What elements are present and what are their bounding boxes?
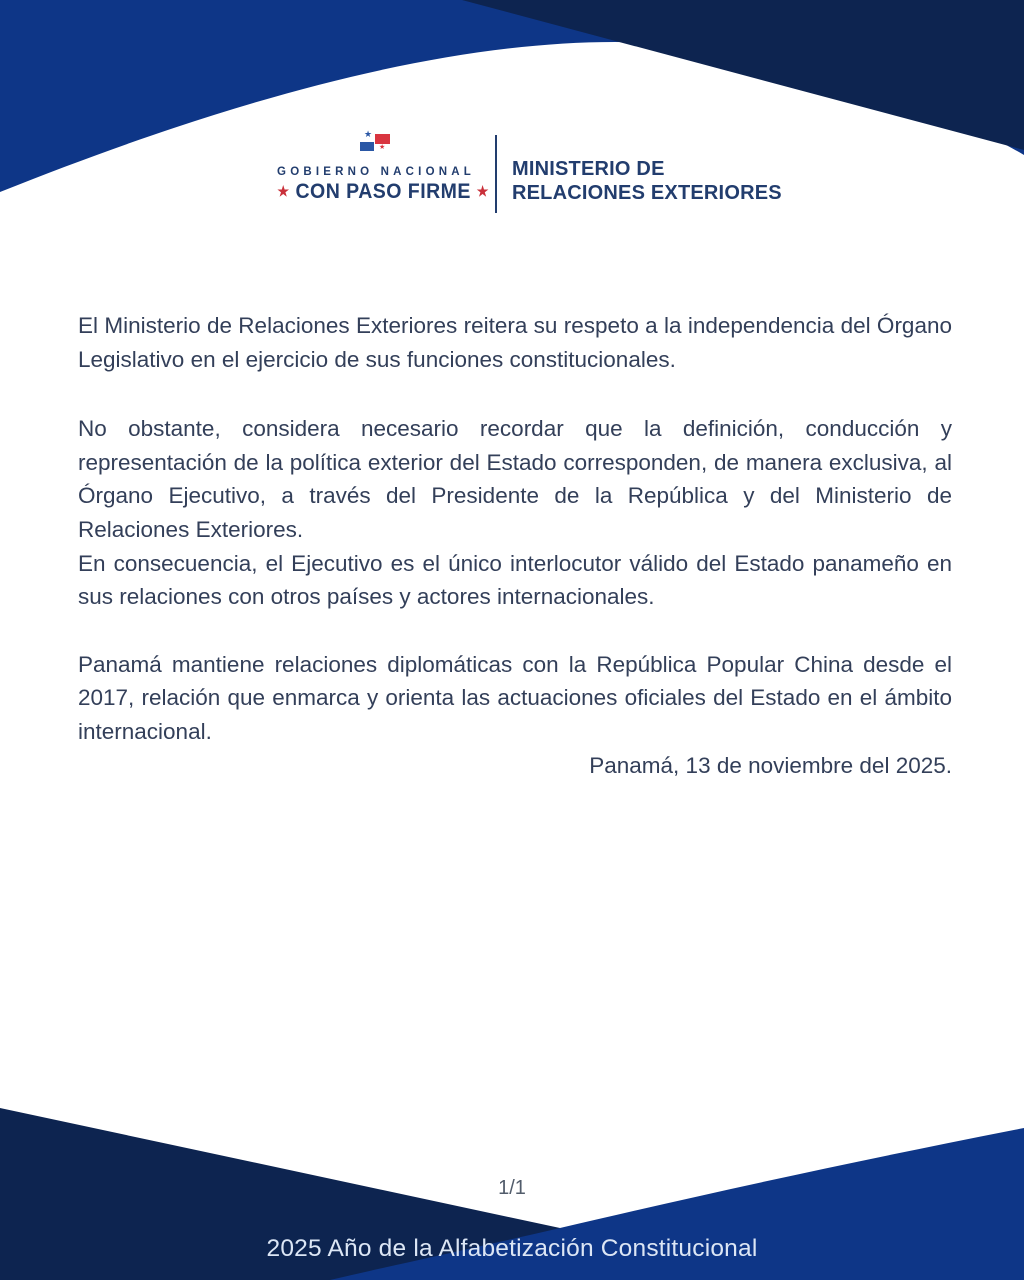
logo-divider — [495, 135, 497, 213]
statement-body — [78, 309, 952, 782]
government-slogan — [277, 180, 489, 204]
paragraph-4: Panamá mantiene relaciones diplomáticas con la República Popular China desde el 2017, relación que enmarca y orienta las actuaciones oficiales del Estado en el ámbito internacional. — [78, 651, 952, 744]
government-name: GOBIERNO NACIONAL — [277, 166, 475, 178]
paragraph-2: No obstante, considera necesario recordar que la definición, conducción y representación de la política exterior del Estado corresponden, de manera exclusiva, al Órgano Ejecutivo, a través del Presidente de la República y del Ministerio de Relaciones Exteriores. — [78, 416, 952, 542]
slogan-left-star-icon: ★ — [277, 183, 290, 199]
logo-left-block — [270, 129, 489, 213]
slogan-right-star-icon: ★ — [476, 183, 489, 199]
footer-banner-text: 2025 Año de la Alfabetización Constitucional — [266, 1235, 758, 1262]
page-number: 1/1 — [498, 1177, 526, 1199]
paragraph-3: En consecuencia, el Ejecutivo es el único interlocutor válido del Estado panameño en sus relaciones con otros países y actores internacionales. — [78, 550, 952, 610]
ministry-name-line1: MINISTERIO DE — [512, 158, 665, 180]
paragraph-1: El Ministerio de Relaciones Exteriores reitera su respeto a la independencia del Órgano Legislativo en el ejercicio de sus funciones constitucionales. — [78, 313, 952, 372]
date-line: Panamá, 13 de noviembre del 2025. — [589, 752, 952, 778]
slogan-text: CON PASO FIRME — [295, 180, 471, 203]
government-logo — [270, 129, 782, 213]
ministry-name — [512, 158, 782, 213]
header-navy-wedge — [462, 0, 1024, 150]
flag-blue-quarter — [360, 142, 374, 151]
panama-flag-icon — [359, 129, 393, 160]
flag-blue-star-icon: ★ — [364, 129, 373, 139]
ministry-name-line2: RELACIONES EXTERIORES — [512, 181, 782, 204]
flag-red-quarter — [375, 134, 390, 144]
flag-red-star-icon: ★ — [379, 144, 386, 151]
